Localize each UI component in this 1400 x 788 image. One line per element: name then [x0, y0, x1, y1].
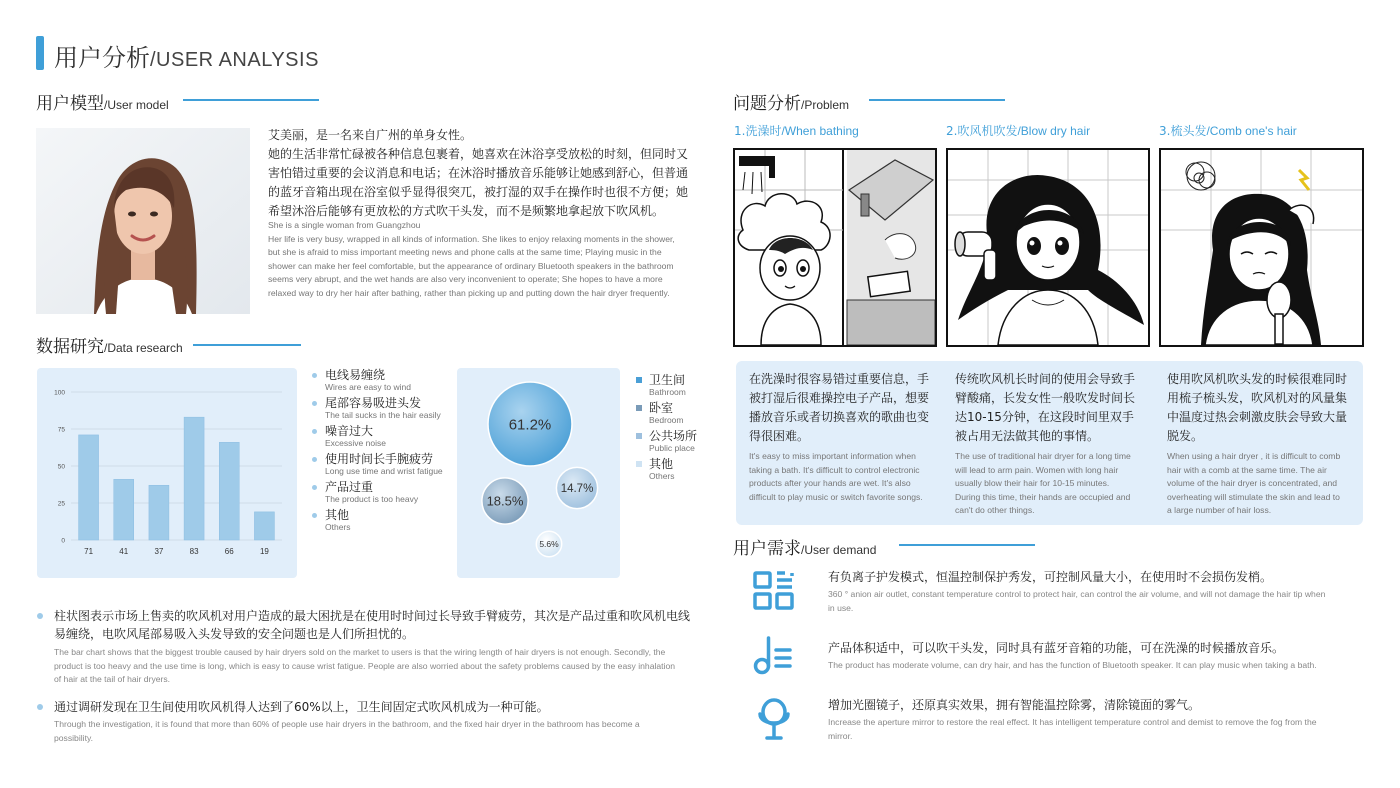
bar-value-label: 66 [224, 547, 234, 556]
user-model-heading-line [183, 99, 319, 101]
user-model-description-en: She is a single woman from Guangzhou Her life is very busy, wrapped in all kinds of information. She likes to enjoy relaxing moments in the shower, but she is afraid to miss important meeting news and phone calls at the same time; Playing music in the shower can make her feel comfortable, but the appearance of ordinary Bluetooth speakers in the bathroom seems very abrupt, and the wet hands are also very inconvenient to operate; She hopes to have a more relaxed way to dry her hair after bathing, rather than picking up and putting down the hair dryer frequently. [268, 220, 675, 298]
header-accent-bar [36, 36, 44, 70]
user-model-description-cn: 艾美丽，是一名来自广州的单身女性。 她的生活非常忙碌被各种信息包裹着，她喜欢在沐浴享受放松的时刻，但同时又 害怕错过重要的会议消息和电话；在沐浴时播放音乐能够让她感到舒心，但普通 的蓝牙音箱出现在浴室似乎显得很突兀，被打湿的双手在操作时也很不方便；她 希望沐浴后能够有更放松的方式吹干头发，而不是频繁地拿起放下吹风机。 [268, 128, 689, 218]
bubble-value-label: 18.5% [486, 493, 524, 509]
bar [254, 512, 274, 540]
bubble-value-label: 14.7% [560, 483, 594, 496]
legend-swatch [636, 433, 642, 439]
bar-chart-panel [37, 368, 297, 578]
legend-swatch [636, 377, 642, 383]
place-legend [636, 373, 716, 485]
legend-dot [312, 485, 317, 490]
user-demand-heading: 用户需求/User demand [733, 539, 877, 559]
legend-item: 噪音过大 Excessive noise [312, 424, 457, 449]
note-bullet [37, 704, 43, 710]
bubble-value-label: 5.6% [539, 538, 559, 549]
y-tick-label: 75 [57, 426, 65, 434]
place-legend-item: 卧室 Bedroom [636, 401, 716, 426]
bar-value-label: 83 [189, 547, 199, 556]
bar-chart-legend [312, 368, 457, 536]
legend-item: 尾部容易吸进头发 The tail sucks in the hair easily [312, 396, 457, 421]
demand-2-text: 产品体积适中，可以吹干头发，同时具有蓝牙音箱的功能，可在洗澡的时候播放音乐。 The product has moderate volume, can dry hair, and has the function of Bluetooth speaker. It can play music when taking a bath. [828, 641, 1317, 670]
legend-dot [312, 429, 317, 434]
demand-3-text: 增加光圈镜子，还原真实效果，拥有智能温控除雾，清除镜面的雾气。 Increase the aperture mirror to restore the real effect. It has intelligent temperature control and demist to remove the fog from the mirror. [828, 698, 1317, 741]
place-legend-item: 卫生间 Bathroom [636, 373, 716, 398]
y-tick-label: 0 [61, 537, 65, 545]
bar [114, 479, 134, 540]
bubble-chart [457, 368, 620, 578]
y-tick-label: 25 [57, 500, 65, 508]
bubble-chart-panel [457, 368, 620, 578]
user-portrait-image [36, 128, 250, 314]
page-title-en: /USER ANALYSIS [150, 49, 319, 71]
problem-1-illustration [733, 148, 937, 347]
problem-1-text: 在洗澡时很容易错过重要信息，手 被打湿后很难操控电子产品，想要 播放音乐或者切换喜欢的歌曲也变 得很困难。 It's easy to miss important information when taking a bath. It's difficult to control electronic products after your hands are wet. It's also difficult to play music or switch favorite songs. [749, 372, 930, 502]
problem-2-heading: 2.吹风机吹发/Blow dry hair [946, 124, 1091, 138]
problem-3-illustration [1159, 148, 1364, 347]
legend-dot [312, 513, 317, 518]
problem-1-heading: 1.洗澡时/When bathing [734, 124, 859, 138]
legend-dot [312, 401, 317, 406]
y-tick-label: 100 [54, 389, 65, 397]
legend-item: 电线易缠绕 Wires are easy to wind [312, 368, 457, 393]
problem-heading: 问题分析/Problem [733, 94, 850, 114]
problem-3-text: 使用吹风机吹头发的时候很难同时 用梳子梳头发，吹风机对的风量集 中温度过热会刺激皮肤会导致大量 脱发。 When using a hair dryer , it is difficult to comb hair with a comb at the same time. The air volume of the hair dryer is concentrated, and overheating will stimulate the skin and lead to a large number of hair loss. [1167, 372, 1348, 516]
user-model-heading: 用户模型/User model [36, 94, 169, 114]
bubble-value-label: 61.2% [508, 416, 552, 434]
legend-swatch [636, 461, 642, 467]
page-title [54, 38, 319, 73]
legend-dot [312, 373, 317, 378]
bar [219, 442, 239, 540]
research-note-2: 通过调研发现在卫生间使用吹风机得人达到了60%以上，卫生间固定式吹风机成为一种可能。 Through the investigation, it is found that more than 60% of people use hair dryers in the bathroom, and the fixed hair dryer in the bathroom has become a possibility. [54, 700, 640, 743]
place-legend-item: 公共场所 Public place [636, 429, 716, 454]
data-research-heading: 数据研究/Data research [36, 337, 183, 357]
legend-item: 其他 Others [312, 508, 457, 533]
legend-swatch [636, 405, 642, 411]
bar-value-label: 71 [84, 547, 94, 556]
bar [79, 435, 99, 540]
bar-value-label: 41 [119, 547, 129, 556]
bar [184, 417, 204, 540]
note-bullet [37, 613, 43, 619]
bar-chart [37, 368, 297, 578]
problem-description-panel [736, 361, 1363, 525]
bar-value-label: 19 [259, 547, 269, 556]
data-research-heading-line [193, 344, 301, 346]
legend-item: 产品过重 The product is too heavy [312, 480, 457, 505]
problem-2-illustration [946, 148, 1150, 347]
mirror-icon [752, 696, 796, 746]
place-legend-item: 其他 Others [636, 457, 716, 482]
bar-value-label: 37 [154, 547, 164, 556]
music-note-icon [752, 634, 796, 680]
page-title-cn: 用户分析 [54, 44, 150, 72]
problem-3-heading: 3.梳头发/Comb one's hair [1159, 124, 1297, 138]
bar [149, 485, 169, 540]
user-demand-heading-line [899, 544, 1035, 546]
grid-icon [752, 570, 796, 616]
research-note-1: 柱状图表示市场上售卖的吹风机对用户造成的最大困扰是在使用时时间过长导致手臂疲劳，其次是产品过重和吹风机电线 易缠绕，电吹风尾部易吸入头发导致的安全问题也是人们所担忧的。 The bar chart shows that the biggest trouble caused by hair dryers sold on the market to users is that the wiring length of hair dryers is not enough. Secondly, the product is too heavy and the use time is long, which is easy to cause wrist fatigue. People are also worried about the safety problems caused by the easy inhalation of hair at the tail of hair dryers. [54, 609, 691, 684]
legend-dot [312, 457, 317, 462]
demand-1-text: 有负离子护发模式，恒温控制保护秀发，可控制风量大小，在使用时不会损伤发梢。 360 ° anion air outlet, constant temperature control to protect hair, can control the air volume, and will not damage the hair tip when in use. [828, 570, 1326, 613]
legend-item: 使用时间长手腕疲劳 Long use time and wrist fatigue [312, 452, 457, 477]
problem-heading-line [869, 99, 1005, 101]
y-tick-label: 50 [57, 463, 65, 471]
problem-2-text: 传统吹风机长时间的使用会导致手 臂酸痛，长发女性一般吹发时间长 达10-15分钟，在这段时间里双手 被占用无法做其他的事情。 The use of traditional hair dryer for a long time will lead to arm pain. Women with long hair usually blow their hair for 10-15 minutes. During this time, their hands are occupied and can't do other things. [955, 372, 1136, 516]
